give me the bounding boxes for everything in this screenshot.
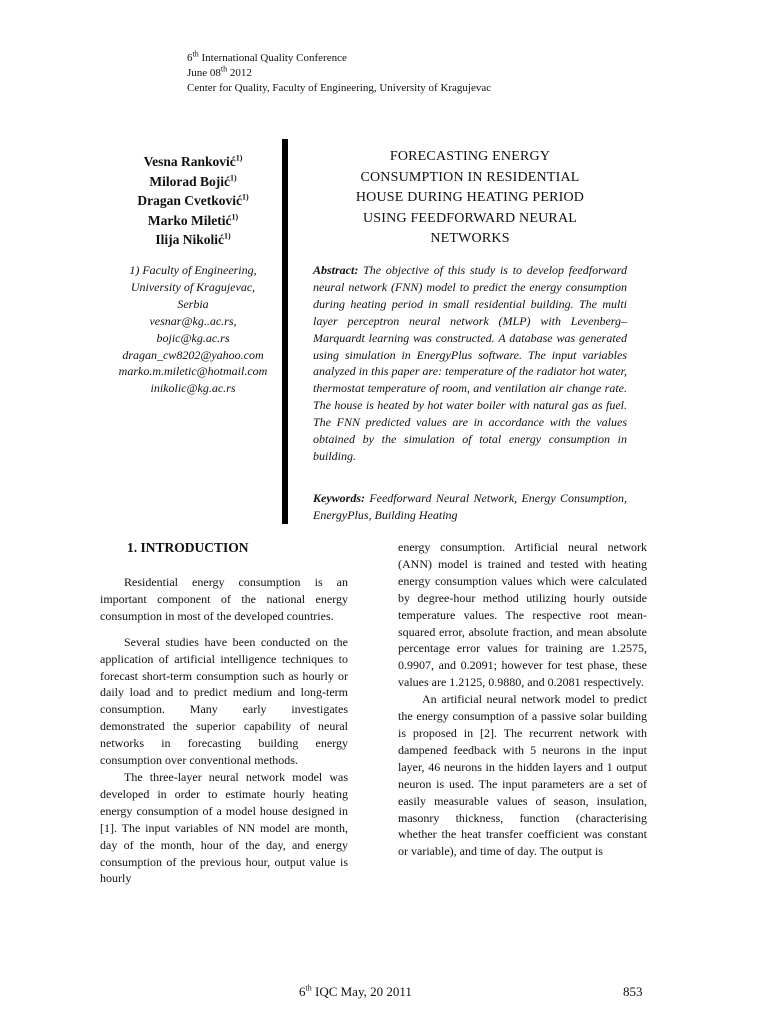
abstract-text: The objective of this study is to develop feedforward neural network (FNN) model to predict the energy consumption during heating period in small residential building. The multi layer perceptron neural network (MLP) with Levenberg–Marquardt learning was constructed. A database was generated using simulation in EnergyPlus software. The input variables analyzed in this paper are: temperature of the radiator hot water, thermostat temperature of room, and ventilation air change rate. The house is heated by hot water boiler with natural gas as fuel. The FNN predicted values are in accordance with the values obtained by the simulation of total energy consumption in building. — [313, 263, 627, 463]
paper-title — [312, 147, 628, 250]
paragraph: The three-layer neural network model was developed in order to estimate hourly heating energy consumption of a model house designed in [1]. The input variables of NN model are month, day of the month, hour of the day, and energy consumption of the previous hour, output value is hourly — [100, 769, 348, 886]
conference-line: 6th International Quality Conference — [187, 49, 347, 64]
paragraph: energy consumption. Artificial neural network (ANN) model is trained and tested with heating energy consumption values which were calculated by degree-hour method utilizing hourly outside temperature values. The respective root mean- squared error, absolute fraction, and mean absolute percentage error values for training are 1.2575, 0.9907, and 0.2091; however for test phase, these values are 1.2125, 0.9880, and 0.2081 respectively. — [398, 540, 647, 690]
page-number: 853 — [623, 984, 643, 999]
right-column — [398, 539, 647, 860]
abstract — [313, 262, 627, 465]
title-line: HOUSE DURING HEATING PERIOD — [355, 190, 585, 205]
affiliation-line: 1) Faculty of Engineering, — [129, 263, 257, 277]
footer-label: 6th IQC May, 20 2011 — [299, 983, 412, 999]
keywords-text: Feedforward Neural Network, Energy Consumption, EnergyPlus, Building Heating — [313, 491, 627, 522]
conference-date: June 08th 2012 — [187, 64, 252, 79]
author-email: inikolic@kg.ac.rs — [150, 381, 236, 396]
author: Ilija Nikolić$^{1)}$ — [155, 231, 231, 247]
keywords-label: Keywords: — [313, 491, 365, 505]
abstract-label: Abstract: — [313, 263, 359, 277]
author: Marko Miletić$^{1)}$ — [147, 212, 239, 228]
affiliation-line: University of Kragujevac, — [130, 279, 256, 294]
affiliation-block — [100, 262, 286, 397]
paragraph: An artificial neural network model to predict the energy consumption of a passive solar building is proposed in [2]. The recurrent network with dampened feedback with 5 neurons in the input layer, 46 neurons in the hidden layers and 1 output neuron is used. The input parameters are a set of easily measurable values of season, insulation, masonry thickness, function (characterising whether the heat transfer coefficient was constant or variable), and time of day. The output is — [398, 692, 647, 859]
author: Milorad Bojić$^{1)}$ — [149, 173, 237, 189]
author: Dragan Cvetković$^{1)}$ — [137, 192, 249, 208]
title-line: FORECASTING ENERGY — [389, 149, 551, 164]
author-email: bojic@kg.ac.rs — [156, 330, 230, 345]
paragraph: Residential energy consumption is an important component of the national energy consumption in most of the developed countries. — [100, 575, 348, 623]
vertical-divider — [282, 139, 288, 524]
author-email: vesnar@kg..ac.rs, — [149, 313, 237, 328]
author-list — [100, 152, 286, 250]
title-line: CONSUMPTION IN RESIDENTIAL — [360, 169, 580, 185]
section-heading: 1. INTRODUCTION — [127, 540, 249, 555]
conference-center: Center for Quality, Faculty of Engineering, University of Kragujevac — [187, 82, 492, 94]
left-column — [100, 574, 348, 887]
title-line: USING FEEDFORWARD NEURAL — [362, 210, 578, 226]
title-line: NETWORKS — [430, 231, 510, 246]
paragraph: Several studies have been conducted on the application of artificial intelligence techniques to forecast short-term consumption such as hourly or daily load and to predict medium and long-term consumption. Many early investigates demonstrated the superior capability of neural networks in forecasting building energy consumption over conventional methods. — [100, 634, 348, 768]
affiliation-line: Serbia — [177, 296, 209, 311]
author-email: marko.m.miletic@hotmail.com — [118, 364, 268, 379]
keywords — [313, 490, 627, 524]
author: Vesna Ranković$^{1)}$ — [143, 153, 243, 169]
author-email: dragan_cw8202@yahoo.com — [122, 347, 264, 362]
conference-header — [187, 51, 491, 96]
